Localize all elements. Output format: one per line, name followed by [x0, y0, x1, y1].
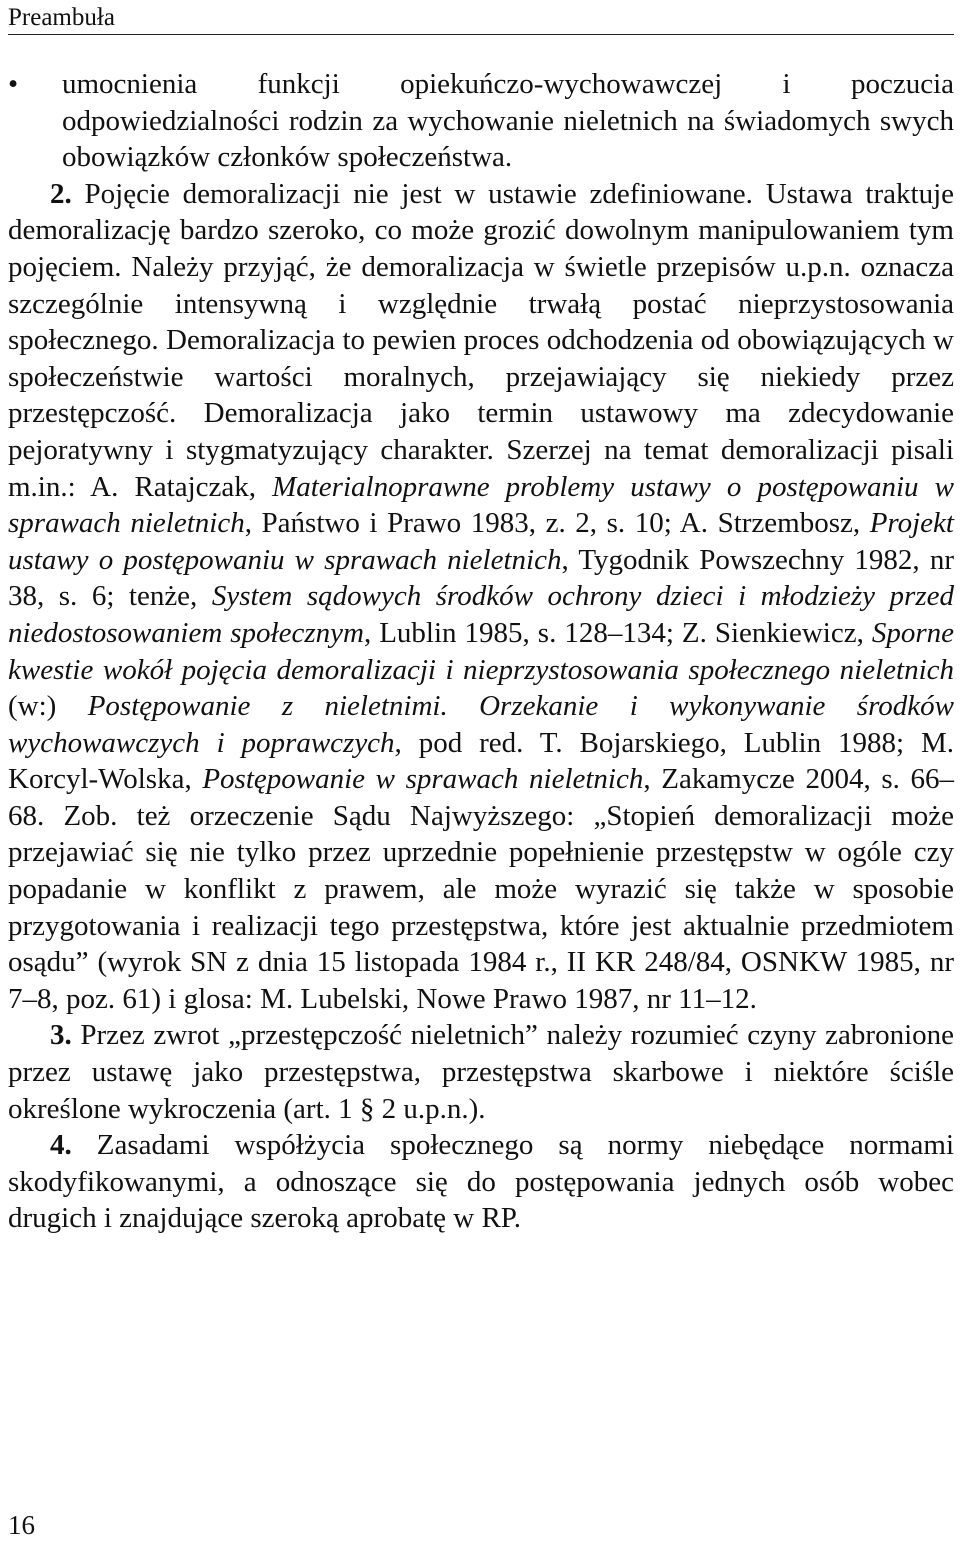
citation-title-5: Postępowanie z nieletnimi. Orzekanie i wykonywanie środków wychowawczych i poprawczych,: [8, 690, 954, 759]
citation-title-1: Materialnoprawne problemy ustawy o postępowaniu w sprawach nieletnich: [8, 470, 954, 540]
bullet-paragraph: [8, 66, 954, 176]
note-2-number: 2.: [50, 177, 72, 210]
citation-title-4: Sporne kwestie wokół pojęcia demoralizacji i nieprzystosowania społecznego nieletnich: [8, 616, 954, 686]
note-4-text: Zasadami współżycia społecznego są normy niebędące normami skodyfikowanymi, a odnoszące się do postępowania jednych osób wobec drugich i znajdujące szeroką aprobatę w RP.: [8, 1129, 955, 1235]
note-2-text-2: , Państwo i Prawo 1983, z. 2, s. 10; A. Strzembosz,: [244, 507, 870, 540]
page-number: 16: [8, 1510, 35, 1540]
note-3-text: Przez zwrot „przestępczość nieletnich” należy rozumieć czyny zabronione przez ustawę jako przestępstwa, przestępstwa skarbowe i niektóre ściśle określone wykroczenia (art. 1 § 2 u.p.n.).: [8, 1019, 954, 1125]
note-3-paragraph: [8, 1017, 954, 1127]
note-2-text-1: Pojęcie demoralizacji nie jest w ustawie zdefiniowane. Ustawa traktuje demoralizację bardzo szeroko, co może grozić dowolnym manipulowaniem tym pojęciem. Należy przyjąć, że demoralizacja w świetle przepisów u.p.n. oznacza szczególnie intensywną i względnie trwałą postać nieprzystosowania społecznego. Demoralizacja to pewien proces odchodzenia od obowiązujących w społeczeństwie wartości moralnych, przejawiający się niekiedy przez przestępczość. Demoralizacja jako termin ustawowy ma zdecydowanie pejoratywny i stygmatyzujący charakter. Szerzej na temat demoralizacji pisali m.in.: A. Ratajczak,: [8, 177, 954, 503]
citation-title-3: System sądowych środków ochrony dzieci i młodzieży przed niedostosowaniem społecznym: [8, 580, 955, 649]
note-3-number: 3.: [50, 1019, 72, 1052]
bullet-text: umocnienia funkcji opiekuńczo-wychowawczej i poczucia odpowiedzialności rodzin za wychowanie nieletnich na świadomych swych obowiązków członków społeczeństwa.: [62, 68, 954, 174]
note-2-text-5: (w:): [8, 690, 88, 723]
bullet-marker: •: [8, 68, 19, 100]
note-2-text-3: , Tygodnik Powszechny 1982, nr 38, s. 6; tenże,: [8, 543, 954, 613]
page-body: [8, 66, 954, 1237]
citation-title-6: Postępowanie w sprawach nieletnich: [202, 763, 644, 796]
note-4-number: 4.: [50, 1129, 72, 1162]
note-2-text-4: , Lublin 1985, s. 128–134; Z. Sienkiewicz,: [363, 616, 872, 649]
citation-title-2: Projekt ustawy o postępowaniu w sprawach nieletnich: [8, 507, 954, 576]
section-title: Preambuła: [8, 4, 115, 31]
note-2-paragraph: [8, 176, 954, 1018]
note-2-text-7: , Zakamycze 2004, s. 66–68. Zob. też orzeczenie Sądu Najwyższego: „Stopień demoralizacji może przejawiać się nie tylko przez uprzednie popełnienie przestępstw w ogóle czy popadanie w konflikt z prawem, ale może wyrazić się także w sposobie przygotowania i realizacji tego przestępstwa, które jest aktualnie przedmiotem osądu” (wyrok SN z dnia 15 listopada 1984 r., II KR 248/84, OSNKW 1985, nr 7–8, poz. 61) i glosa: M. Lubelski, Nowe Prawo 1987, nr 11–12.: [8, 763, 955, 1015]
note-2-text-6: pod red. T. Bojarskiego, Lublin 1988; M. Korcyl-Wolska,: [8, 726, 954, 796]
note-4-paragraph: [8, 1127, 954, 1237]
running-header: [8, 0, 954, 35]
